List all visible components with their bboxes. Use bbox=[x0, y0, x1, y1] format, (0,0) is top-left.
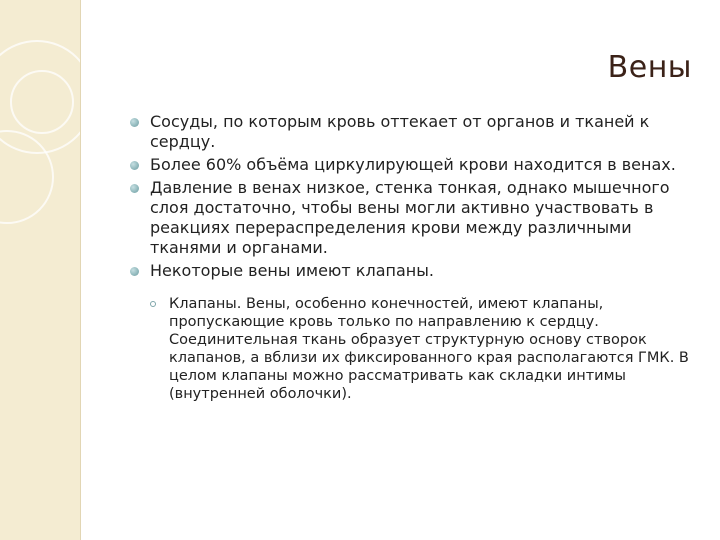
hollow-bullet-icon bbox=[150, 301, 156, 307]
bullet-list bbox=[130, 112, 700, 403]
sub-list-item-text: Клапаны. Вены, особенно конечностей, имеют клапаны, пропускающие кровь только по направлению к сердцу. Соединительная ткань образует структурную основу створок клапанов, а вблизи их фиксированного края располагаются ГМК. В целом клапаны можно рассматривать как складки интимы (внутренней оболочки). bbox=[169, 296, 689, 402]
list-item bbox=[130, 155, 700, 175]
list-item-text: Более 60% объёма циркулирующей крови находится в венах. bbox=[150, 155, 676, 174]
bullet-icon bbox=[130, 161, 139, 170]
decorative-side-panel bbox=[0, 0, 81, 540]
sub-bullet-list bbox=[148, 295, 700, 403]
bullet-icon bbox=[130, 267, 139, 276]
bullet-icon bbox=[130, 118, 139, 127]
list-item-text: Давление в венах низкое, стенка тонкая, однако мышечного слоя достаточно, чтобы вены могли активно участвовать в реакциях перераспределения крови между различными тканями и органами. bbox=[150, 178, 670, 257]
slide-title: Вены bbox=[607, 50, 692, 85]
list-item bbox=[130, 261, 700, 403]
list-item-text: Некоторые вены имеют клапаны. bbox=[150, 261, 434, 280]
list-item-text: Сосуды, по которым кровь оттекает от органов и тканей к сердцу. bbox=[150, 112, 650, 151]
list-item bbox=[130, 178, 700, 258]
slide-body bbox=[130, 112, 700, 406]
list-item bbox=[130, 112, 700, 152]
bullet-icon bbox=[130, 184, 139, 193]
sub-list-item bbox=[148, 295, 700, 403]
decorative-ring bbox=[10, 70, 74, 134]
